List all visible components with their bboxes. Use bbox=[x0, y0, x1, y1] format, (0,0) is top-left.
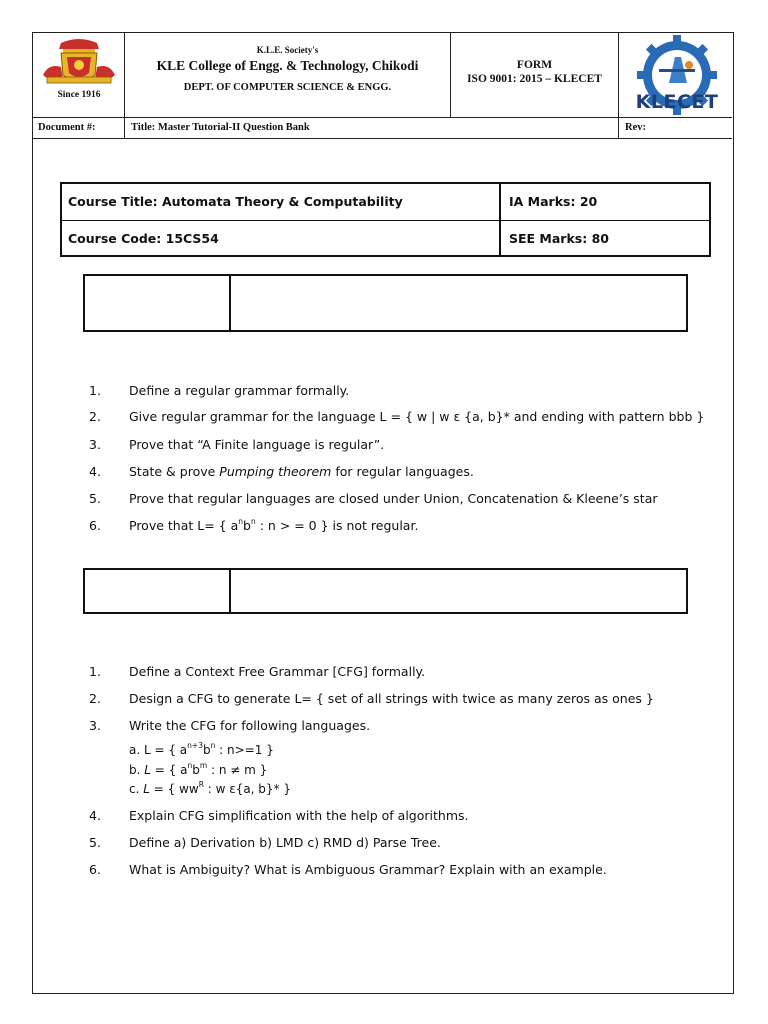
header-table bbox=[33, 33, 732, 118]
unit-box-divider bbox=[229, 276, 231, 330]
form-label: FORM bbox=[516, 59, 553, 71]
iso-label: ISO 9001: 2015 – KLECET bbox=[467, 73, 602, 85]
course-info-table bbox=[60, 182, 711, 257]
college-title-cell bbox=[125, 33, 451, 117]
college-name: KLE College of Engg. & Technology, Chikodi bbox=[156, 58, 419, 73]
document-number-label: Document #: bbox=[33, 117, 125, 138]
revision-label: Rev: bbox=[625, 122, 646, 133]
ia-marks: IA Marks: 20 bbox=[509, 194, 598, 209]
document-page: Since 1916 K.L.E. Society's KLE College of Engg. & Technology, Chikodi DEPT. OF COMPUTER SCIENCE & ENGG. FORM ISO 9001: 2015 – KLECET KLECET Document #: Title: Master Tutorial-II Question Bank Rev: Course Title: Automata Theory & Computability IA Marks: 20 Course Code: 15CS54 SEE Marks: 80 1. Define a regular grammar formally. 2. Give regular grammar for the language L = { w | w ε {a, b}* and ending with pattern bbb } 3. Prove that “A Finite language is regular”. 4. State & prove Pumping theorem for regular languages. 5. Prove that regular languages are closed under Union, Concatenation & Kleene’s star 6. Prove that L= { $a^nb^n$ : n > = 0 } is not regular. 1. Define a Context Free Grammar [CFG] formally. 2. Design a CFG to generate L= { set of all strings with twice as many zeros as ones } 3. Write the CFG for following languages. a. L = { $a^{n+3}b^n$ : n>=1 } b. L = { $a^nb^m$ : n ≠ m } c. L = { $ww^R$ : w ε{a, b}* } 4. Explain CFG simplification with the help of algorithms. 5. Define a) Derivation b) LMD c) RMD d) Parse Tree. 6. What is Ambiguity? What is Ambiguous Grammar? Explain with an example. bbox=[32, 32, 734, 994]
form-iso-cell bbox=[451, 33, 619, 117]
kle-crest-logo bbox=[33, 33, 125, 89]
kle-logo-cell bbox=[33, 33, 125, 117]
unit-header-box-2 bbox=[83, 568, 688, 614]
document-title: Title: Master Tutorial-II Question Bank bbox=[125, 117, 619, 138]
document-info-row bbox=[33, 117, 732, 139]
klecet-logo-text: KLECET bbox=[635, 91, 719, 113]
since-1916-label: Since 1916 bbox=[57, 90, 101, 100]
sub-item-c: c. L = { $ww^R$ : w ε{a, b}* } bbox=[129, 780, 292, 796]
course-row-2 bbox=[62, 221, 709, 257]
society-name: K.L.E. Society's bbox=[256, 45, 319, 55]
course-row-1 bbox=[62, 184, 709, 221]
course-title: Course Title: Automata Theory & Computability bbox=[68, 194, 403, 209]
unit-header-box-1 bbox=[83, 274, 688, 332]
course-table-divider bbox=[499, 184, 501, 255]
course-code: Course Code: 15CS54 bbox=[68, 231, 219, 246]
see-marks: SEE Marks: 80 bbox=[509, 231, 609, 246]
unit-box-divider bbox=[229, 570, 231, 612]
department-name: DEPT. OF COMPUTER SCIENCE & ENGG. bbox=[183, 82, 392, 93]
sub-item-b: b. L = { $a^nb^m$ : n ≠ m } bbox=[129, 761, 268, 777]
klecet-logo-cell bbox=[619, 33, 732, 117]
sub-item-a: a. L = { $a^{n+3}b^n$ : n>=1 } bbox=[129, 741, 274, 757]
